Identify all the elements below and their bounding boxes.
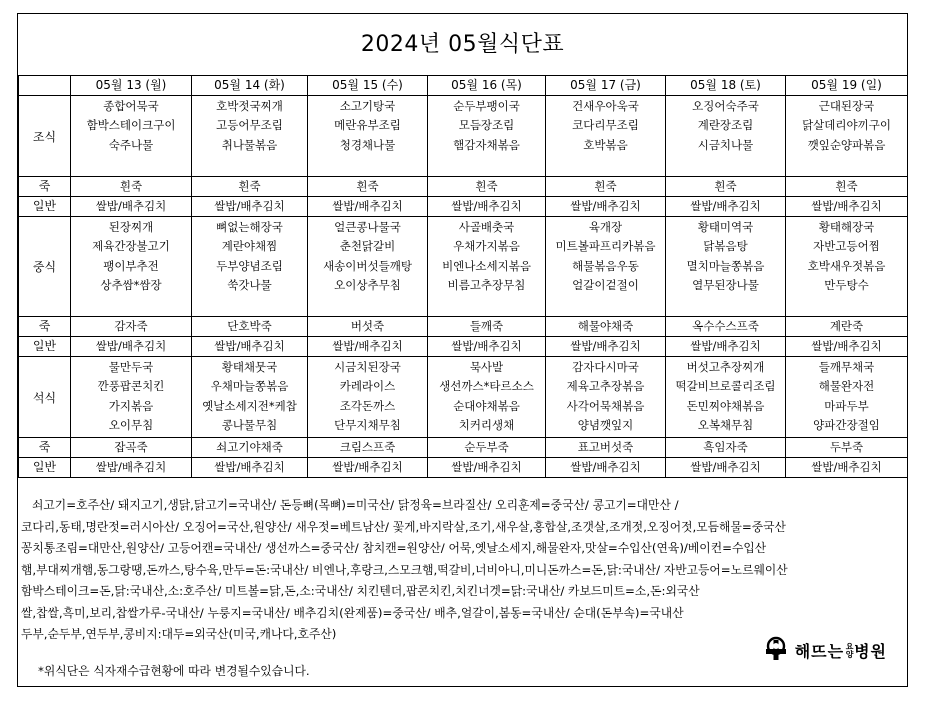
logo-suffix: 병원 [854, 641, 887, 661]
corner-cell [19, 76, 71, 96]
menu-item: 고등어무조림 [216, 118, 283, 133]
menu-item: 옛날소세지전*케찹 [202, 398, 297, 413]
menu-item: 조각돈까스 [339, 398, 396, 413]
menu-item: 만두탕수 [824, 278, 869, 293]
menu-item: 생선까스*타르소스 [439, 379, 534, 394]
menu-cell: 쌀밥/배추김치 [192, 458, 308, 478]
menu-cell: 쌀밥/배추김치 [308, 458, 428, 478]
menu-cell: 감자죽 [71, 317, 192, 337]
menu-cell [546, 217, 666, 317]
menu-item: 양파간장절임 [813, 418, 880, 433]
menu-cell [308, 217, 428, 317]
menu-cell: 쌀밥/배추김치 [428, 458, 546, 478]
menu-item: 단무지채무침 [334, 418, 401, 433]
menu-item: 황태해장국 [818, 220, 875, 234]
menu-item: 마파두부 [824, 398, 869, 413]
menu-item: 깐풍팝콘치킨 [97, 379, 165, 394]
menu-cell: 쌀밥/배추김치 [666, 337, 786, 357]
menu-item: 육개장 [588, 220, 623, 234]
meal-table [18, 75, 908, 478]
menu-item: 소고기탕국 [339, 99, 396, 113]
menu-item: 오이무침 [108, 418, 154, 433]
menu-cell [786, 96, 908, 177]
menu-item: 양념깻잎지 [577, 418, 634, 433]
menu-cell: 쌀밥/배추김치 [308, 197, 428, 217]
menu-cell: 쌀밥/배추김치 [666, 197, 786, 217]
menu-cell: 흰죽 [786, 177, 908, 197]
menu-cell: 옥수수스프죽 [666, 317, 786, 337]
menu-item: 카레라이스 [339, 379, 396, 394]
menu-cell [546, 357, 666, 438]
menu-item: 계란장조림 [697, 118, 754, 133]
menu-item: 제육간장불고기 [92, 239, 170, 254]
menu-item: 떡갈비브로콜리조림 [675, 379, 776, 394]
menu-item: 뼈없는해장국 [216, 220, 283, 234]
menu-item: 메란유부조림 [334, 118, 401, 133]
menu-cell [666, 357, 786, 438]
lunch-porridge-row [19, 317, 908, 337]
menu-cell: 쌀밥/배추김치 [71, 337, 192, 357]
menu-cell [428, 357, 546, 438]
menu-item: 호박젓국찌개 [216, 99, 283, 113]
menu-item: 콩나물무침 [221, 418, 278, 433]
menu-cell: 쌀밥/배추김치 [546, 458, 666, 478]
menu-item: 호박볶음 [583, 137, 628, 152]
row-label: 죽 [19, 177, 71, 197]
menu-cell: 표고버섯죽 [546, 438, 666, 458]
breakfast-regular-row [19, 197, 908, 217]
menu-item: 쑥갓나물 [227, 278, 272, 293]
hospital-logo [761, 634, 887, 666]
menu-item: 물만두국 [108, 360, 154, 374]
menu-cell [786, 217, 908, 317]
menu-cell [71, 96, 192, 177]
menu-item: 묵사발 [469, 360, 504, 374]
menu-item: 얼큰콩나물국 [334, 220, 401, 234]
footnote: *위식단은 식자재수급현황에 따라 변경될수있습니다. [38, 664, 310, 678]
menu-item: 비름고추장무침 [447, 278, 526, 293]
menu-item: 닭살데리야끼구이 [802, 118, 891, 133]
row-label: 석식 [19, 357, 71, 438]
menu-item: 감자다시마국 [572, 360, 639, 374]
page-title: 2024년 05월식단표 [360, 32, 565, 57]
menu-cell: 흰죽 [308, 177, 428, 197]
row-label: 중식 [19, 217, 71, 317]
menu-cell [71, 217, 192, 317]
menu-cell [428, 96, 546, 177]
menu-item: 두부양념조림 [216, 258, 283, 273]
day-header: 05월 15 (수) [308, 76, 428, 96]
menu-item: 춘천닭갈비 [339, 239, 396, 254]
origin-note-line: 꽁치통조림=대만산,원양산/ 고등어캔=국내산/ 생선까스=중국산/ 참치캔=원양산/ 어묵,옛날소세지,해물완자,맛살=수입산(연육)/베이컨=수입산 [21, 541, 767, 555]
menu-item: 버섯고추장찌개 [686, 360, 765, 374]
menu-cell: 쌀밥/배추김치 [192, 337, 308, 357]
menu-item: 햄감자채볶음 [453, 137, 520, 152]
menu-cell [666, 96, 786, 177]
menu-item: 해물완자전 [818, 379, 875, 394]
menu-item: 돈민찌야채볶음 [686, 398, 765, 413]
lunch-regular-row [19, 337, 908, 357]
menu-cell: 쌀밥/배추김치 [546, 337, 666, 357]
menu-item: 가지볶음 [108, 398, 154, 413]
menu-cell: 쌀밥/배추김치 [786, 458, 908, 478]
menu-cell: 쌀밥/배추김치 [308, 337, 428, 357]
menu-item: 멸치마늘쫑볶음 [686, 258, 765, 273]
menu-cell: 들깨죽 [428, 317, 546, 337]
row-label: 일반 [19, 197, 71, 217]
menu-item: 우채가지볶음 [453, 239, 520, 254]
origin-note-line: 두부,순두부,연두부,콩비지:대두=외국산(미국,캐나다,호주산) [21, 627, 337, 641]
menu-item: 열무된장나물 [692, 278, 759, 293]
menu-item: 우채마늘쫑볶음 [210, 379, 289, 394]
logo-text: 해뜨는 [794, 641, 845, 661]
breakfast-porridge-row [19, 177, 908, 197]
menu-cell: 쌀밥/배추김치 [428, 337, 546, 357]
menu-cell: 흰죽 [192, 177, 308, 197]
menu-item: 얼갈이겉절이 [572, 278, 639, 293]
menu-cell: 쌀밥/배추김치 [71, 458, 192, 478]
hospital-cross-icon [761, 635, 791, 665]
day-header: 05월 19 (일) [786, 76, 908, 96]
day-header: 05월 16 (목) [428, 76, 546, 96]
menu-cell: 버섯죽 [308, 317, 428, 337]
day-header: 05월 13 (월) [71, 76, 192, 96]
menu-item: 사골배춧국 [458, 220, 515, 234]
menu-item: 들깨무채국 [818, 360, 875, 374]
origin-note-line: 쌀,찹쌀,흑미,보리,찹쌀가루-국내산/ 누룽지=국내산/ 배추김치(완제품)=중국산/ 배추,얼갈이,봄동=국내산/ 순대(돈부속)=국내산 [21, 605, 684, 620]
menu-item: 청경채나물 [339, 137, 396, 152]
dinner-regular-row [19, 458, 908, 478]
origin-note-line: 함박스테이크=돈,닭:국내산,소:호주산/ 미트볼=닭,돈,소:국내산/ 치킨텐더,팝콘치킨,치킨너겟=닭:국내산/ 카보드미트=소,돈:외국산 [21, 584, 700, 598]
breakfast-row [19, 96, 908, 177]
menu-item: 종합어묵국 [103, 99, 159, 113]
menu-cell: 흰죽 [428, 177, 546, 197]
day-header: 05월 14 (화) [192, 76, 308, 96]
menu-cell: 잡곡죽 [71, 438, 192, 458]
menu-cell: 쌀밥/배추김치 [428, 197, 546, 217]
menu-item: 시금치된장국 [334, 360, 401, 374]
menu-item: 제육고추장볶음 [566, 379, 645, 394]
menu-cell [308, 357, 428, 438]
day-header: 05월 18 (토) [666, 76, 786, 96]
row-label: 일반 [19, 337, 71, 357]
menu-cell: 단호박죽 [192, 317, 308, 337]
logo-small-text: 요양 [845, 642, 855, 658]
menu-item: 황태채뭇국 [221, 360, 278, 374]
menu-cell [192, 96, 308, 177]
dinner-porridge-row [19, 438, 908, 458]
menu-cell [71, 357, 192, 438]
menu-cell [308, 96, 428, 177]
menu-item: 깻잎순양파볶음 [807, 137, 886, 152]
menu-item: 숙주나물 [108, 137, 154, 152]
menu-item: 코다리무조림 [572, 118, 639, 133]
menu-item: 치커리생채 [458, 418, 515, 433]
menu-cell: 흑임자죽 [666, 438, 786, 458]
menu-item: 비엔나소세지볶음 [442, 258, 531, 273]
menu-item: 계란야채찜 [221, 239, 278, 254]
lunch-row [19, 217, 908, 317]
row-label: 죽 [19, 317, 71, 337]
menu-item: 상추쌈*쌈장 [100, 278, 162, 293]
menu-cell: 크림스프죽 [308, 438, 428, 458]
menu-item: 닭볶음탕 [703, 239, 748, 254]
origin-note-line: 쇠고기=호주산/ 돼지고기,생닭,닭고기=국내산/ 돈등뼈(목뼈)=미국산/ 닭정육=브라질산/ 오리훈제=중국산/ 콩고기=대만산 / [32, 498, 679, 512]
menu-item: 함박스테이크구이 [86, 118, 176, 133]
menu-cell: 흰죽 [546, 177, 666, 197]
row-label: 죽 [19, 438, 71, 458]
menu-item: 된장찌개 [108, 220, 154, 234]
menu-cell: 쌀밥/배추김치 [786, 337, 908, 357]
menu-cell [786, 357, 908, 438]
menu-item: 팽이부추전 [103, 258, 159, 273]
menu-item: 오복채무침 [697, 418, 754, 433]
menu-cell [192, 217, 308, 317]
menu-cell: 두부죽 [786, 438, 908, 458]
menu-cell: 쌀밥/배추김치 [71, 197, 192, 217]
menu-cell: 쌀밥/배추김치 [666, 458, 786, 478]
menu-item: 황태미역국 [697, 220, 754, 234]
menu-cell: 흰죽 [71, 177, 192, 197]
menu-item: 모듬장조림 [458, 118, 515, 133]
row-label: 일반 [19, 458, 71, 478]
menu-cell: 흰죽 [666, 177, 786, 197]
dinner-row [19, 357, 908, 438]
menu-cell: 쌀밥/배추김치 [546, 197, 666, 217]
day-header: 05월 17 (금) [546, 76, 666, 96]
menu-sheet [17, 13, 908, 687]
origin-note-line: 코다리,동태,명란젓=러시아산/ 오징어=국산,원양산/ 새우젓=베트남산/ 꽃게,바지락살,조기,새우살,홍합살,조갯살,조개젓,오징어젓,모듬해물=중국산 [21, 519, 786, 534]
menu-item: 근대된장국 [818, 99, 875, 113]
menu-cell: 쌀밥/배추김치 [192, 197, 308, 217]
menu-item: 취나물볶음 [221, 137, 278, 152]
menu-cell [192, 357, 308, 438]
origin-notes [18, 495, 907, 646]
menu-cell [666, 217, 786, 317]
menu-cell: 쌀밥/배추김치 [786, 197, 908, 217]
menu-item: 순두부팽이국 [453, 99, 520, 113]
menu-cell: 계란죽 [786, 317, 908, 337]
menu-item: 사각어묵채볶음 [566, 398, 645, 413]
menu-cell: 순두부죽 [428, 438, 546, 458]
menu-item: 미트볼파프리카볶음 [555, 239, 656, 254]
row-label: 조식 [19, 96, 71, 177]
menu-item: 호박새우젓볶음 [807, 258, 886, 273]
menu-cell [546, 96, 666, 177]
menu-cell: 해물야채죽 [546, 317, 666, 337]
menu-cell: 쇠고기야채죽 [192, 438, 308, 458]
origin-note-line: 햄,부대찌개햄,동그랑땡,돈까스,탕수육,만두=돈:국내산/ 비엔나,후랑크,스모크햄,떡갈비,너비아니,미니돈까스=돈,닭:국내산/ 자반고등어=노르웨이산 [21, 562, 788, 577]
menu-item: 오징어숙주국 [692, 99, 759, 113]
menu-item: 해물볶음우동 [572, 258, 639, 273]
menu-item: 새송이버섯들깨탕 [323, 258, 412, 273]
menu-item: 자반고등어찜 [813, 239, 880, 254]
menu-item: 시금치나물 [697, 137, 754, 152]
menu-cell [428, 217, 546, 317]
menu-item: 순대야채볶음 [453, 398, 520, 413]
menu-item: 건새우아욱국 [572, 99, 639, 113]
header-row [19, 76, 908, 96]
menu-item: 오이상추무침 [334, 278, 401, 293]
